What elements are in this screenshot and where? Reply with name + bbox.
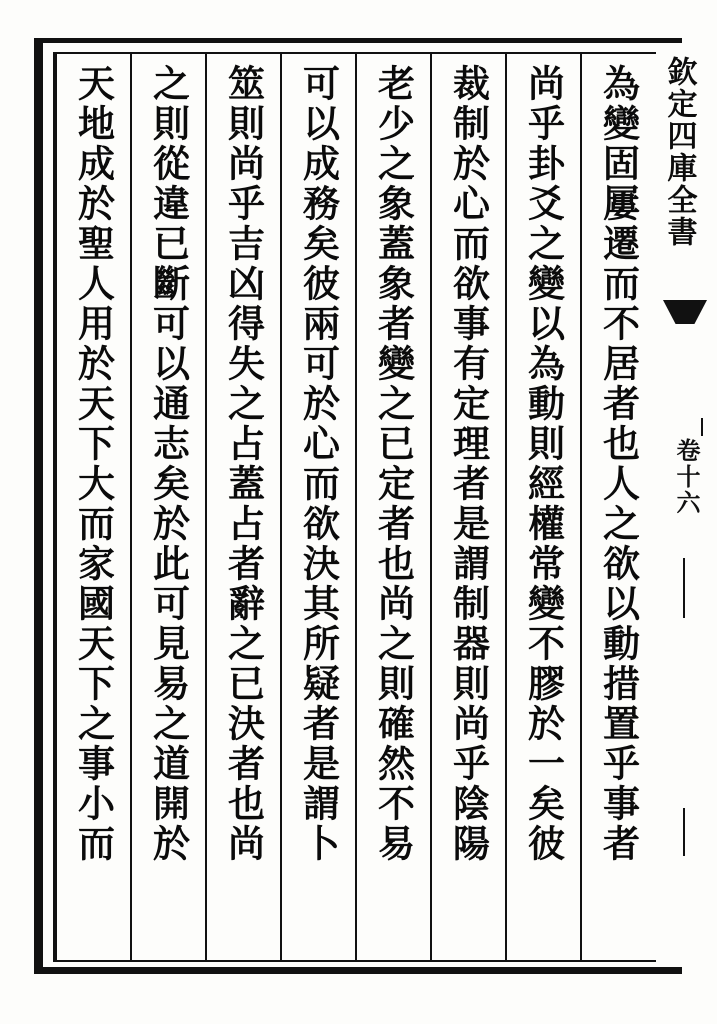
text-columns — [55, 54, 655, 960]
column-text: 裁制於心而欲事有定理者是謂制器則尚乎陰陽 — [446, 64, 491, 864]
fold-tick-mark — [683, 808, 685, 856]
text-column-3 — [430, 54, 505, 960]
text-column-1 — [580, 54, 655, 960]
fishtail-notch-icon — [674, 324, 696, 344]
fold-tick-mark — [683, 558, 685, 618]
column-text: 天地成於聖人用於天下大而家國天下之事小而 — [71, 64, 116, 864]
text-column-5 — [280, 54, 355, 960]
series-title: 欽定四庫全書 — [661, 56, 697, 248]
column-text: 為變固屢遷而不居者也人之欲以動措置乎事者 — [596, 64, 641, 864]
text-column-4 — [355, 54, 430, 960]
column-text: 老少之象蓋象者變之已定者也尚之則確然不易 — [371, 64, 416, 864]
volume-label: 卷十六 — [672, 438, 701, 516]
column-text: 可以成務矣彼兩可於心而欲決其所疑者是謂卜 — [296, 64, 341, 864]
inner-border-bottom — [53, 960, 656, 962]
text-column-6 — [205, 54, 280, 960]
text-column-8 — [55, 54, 130, 960]
center-fold-margin — [655, 38, 717, 974]
column-text: 之則從違已斷可以通志矣於此可見易之道開於 — [146, 64, 191, 864]
text-column-7 — [130, 54, 205, 960]
column-text: 尚乎卦爻之變以為動則經權常變不膠於一矣彼 — [521, 64, 566, 864]
column-text: 筮則尚乎吉凶得失之占蓋占者辭之已決者也尚 — [221, 64, 266, 864]
fold-tick-mark — [701, 418, 703, 436]
text-column-2 — [505, 54, 580, 960]
